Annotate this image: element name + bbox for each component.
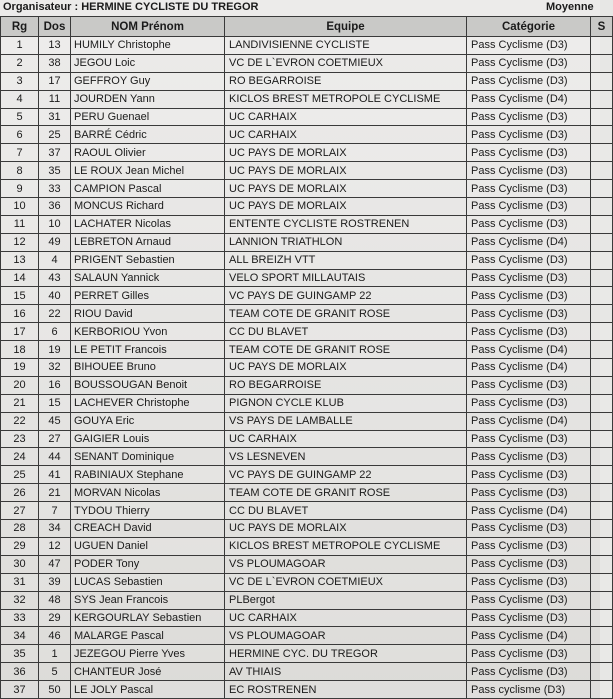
extra-cell xyxy=(591,108,613,126)
extra-cell xyxy=(591,269,613,287)
bib-cell: 40 xyxy=(39,287,71,305)
extra-cell xyxy=(591,90,613,108)
category-cell: Pass Cyclisme (D4) xyxy=(467,233,591,251)
category-cell: Pass Cyclisme (D3) xyxy=(467,251,591,269)
rank-cell: 14 xyxy=(1,269,39,287)
table-row xyxy=(1,305,613,323)
team-cell: UC PAYS DE MORLAIX xyxy=(225,520,467,538)
rank-cell: 18 xyxy=(1,341,39,359)
extra-cell xyxy=(591,341,613,359)
extra-cell xyxy=(591,72,613,90)
table-row xyxy=(1,484,613,502)
team-cell: HERMINE CYC. DU TREGOR xyxy=(225,645,467,663)
table-row xyxy=(1,573,613,591)
rank-cell: 6 xyxy=(1,126,39,144)
col-category-header: Catégorie xyxy=(467,17,591,37)
extra-cell xyxy=(591,144,613,162)
rank-cell: 1 xyxy=(1,37,39,55)
bib-cell: 7 xyxy=(39,502,71,520)
name-cell: SENANT Dominique xyxy=(71,448,225,466)
team-cell: UC CARHAIX xyxy=(225,108,467,126)
extra-cell xyxy=(591,520,613,538)
extra-cell xyxy=(591,448,613,466)
extra-cell xyxy=(591,609,613,627)
table-row xyxy=(1,537,613,555)
bib-cell: 1 xyxy=(39,645,71,663)
name-cell: MALARGE Pascal xyxy=(71,627,225,645)
name-cell: LE JOLY Pascal xyxy=(71,681,225,699)
table-row xyxy=(1,198,613,216)
rank-cell: 29 xyxy=(1,537,39,555)
name-cell: MORVAN Nicolas xyxy=(71,484,225,502)
bib-cell: 19 xyxy=(39,341,71,359)
category-cell: Pass Cyclisme (D4) xyxy=(467,90,591,108)
rank-cell: 5 xyxy=(1,108,39,126)
table-row xyxy=(1,341,613,359)
bib-cell: 6 xyxy=(39,323,71,341)
rank-cell: 10 xyxy=(1,198,39,216)
bib-cell: 34 xyxy=(39,520,71,538)
table-row xyxy=(1,645,613,663)
team-cell: VC PAYS DE GUINGAMP 22 xyxy=(225,287,467,305)
extra-cell xyxy=(591,430,613,448)
team-cell: VS PLOUMAGOAR xyxy=(225,627,467,645)
name-cell: LE ROUX Jean Michel xyxy=(71,162,225,180)
team-cell: UC PAYS DE MORLAIX xyxy=(225,162,467,180)
bib-cell: 35 xyxy=(39,162,71,180)
rank-cell: 15 xyxy=(1,287,39,305)
category-cell: Pass Cyclisme (D3) xyxy=(467,555,591,573)
rank-cell: 25 xyxy=(1,466,39,484)
team-cell: UC PAYS DE MORLAIX xyxy=(225,180,467,198)
extra-cell xyxy=(591,233,613,251)
bib-cell: 12 xyxy=(39,537,71,555)
rank-cell: 34 xyxy=(1,627,39,645)
sheet-header xyxy=(0,0,600,16)
team-cell: ENTENTE CYCLISTE ROSTRENEN xyxy=(225,215,467,233)
table-row xyxy=(1,627,613,645)
name-cell: LE PETIT Francois xyxy=(71,341,225,359)
name-cell: JEZEGOU Pierre Yves xyxy=(71,645,225,663)
table-row xyxy=(1,430,613,448)
category-cell: Pass Cyclisme (D4) xyxy=(467,627,591,645)
extra-cell xyxy=(591,359,613,377)
bib-cell: 15 xyxy=(39,394,71,412)
team-cell: UC PAYS DE MORLAIX xyxy=(225,198,467,216)
table-row xyxy=(1,287,613,305)
extra-cell xyxy=(591,394,613,412)
extra-cell xyxy=(591,251,613,269)
rank-cell: 4 xyxy=(1,90,39,108)
table-row xyxy=(1,376,613,394)
table-row xyxy=(1,126,613,144)
table-row xyxy=(1,359,613,377)
category-cell: Pass Cyclisme (D3) xyxy=(467,215,591,233)
category-cell: Pass Cyclisme (D3) xyxy=(467,520,591,538)
table-row xyxy=(1,269,613,287)
team-cell: CC DU BLAVET xyxy=(225,323,467,341)
bib-cell: 4 xyxy=(39,251,71,269)
extra-cell xyxy=(591,287,613,305)
name-cell: GEFFROY Guy xyxy=(71,72,225,90)
rank-cell: 16 xyxy=(1,305,39,323)
category-cell: Pass Cyclisme (D4) xyxy=(467,359,591,377)
category-cell: Pass Cyclisme (D4) xyxy=(467,502,591,520)
rank-cell: 20 xyxy=(1,376,39,394)
rank-cell: 3 xyxy=(1,72,39,90)
team-cell: VC DE L`EVRON COETMIEUX xyxy=(225,573,467,591)
name-cell: BIHOUEE Bruno xyxy=(71,359,225,377)
table-row xyxy=(1,412,613,430)
category-cell: Pass Cyclisme (D3) xyxy=(467,609,591,627)
name-cell: RABINIAUX Stephane xyxy=(71,466,225,484)
table-row xyxy=(1,90,613,108)
category-cell: Pass Cyclisme (D3) xyxy=(467,466,591,484)
name-cell: BARRÉ Cédric xyxy=(71,126,225,144)
name-cell: SYS Jean Francois xyxy=(71,591,225,609)
name-cell: CHANTEUR José xyxy=(71,663,225,681)
name-cell: PRIGENT Sebastien xyxy=(71,251,225,269)
category-cell: Pass Cyclisme (D3) xyxy=(467,72,591,90)
rank-cell: 13 xyxy=(1,251,39,269)
category-cell: Pass Cyclisme (D3) xyxy=(467,484,591,502)
team-cell: KICLOS BREST METROPOLE CYCLISME xyxy=(225,537,467,555)
bib-cell: 36 xyxy=(39,198,71,216)
bib-cell: 38 xyxy=(39,54,71,72)
extra-cell xyxy=(591,215,613,233)
extra-cell xyxy=(591,376,613,394)
table-row xyxy=(1,555,613,573)
category-cell: Pass Cyclisme (D3) xyxy=(467,573,591,591)
team-cell: LANDIVISIENNE CYCLISTE xyxy=(225,37,467,55)
table-row xyxy=(1,108,613,126)
results-table-header xyxy=(1,17,613,37)
table-row xyxy=(1,233,613,251)
bib-cell: 5 xyxy=(39,663,71,681)
table-row xyxy=(1,144,613,162)
category-cell: Pass Cyclisme (D3) xyxy=(467,663,591,681)
name-cell: PERRET Gilles xyxy=(71,287,225,305)
category-cell: Pass Cyclisme (D3) xyxy=(467,126,591,144)
extra-cell xyxy=(591,162,613,180)
table-row xyxy=(1,215,613,233)
name-cell: UGUEN Daniel xyxy=(71,537,225,555)
bib-cell: 50 xyxy=(39,681,71,699)
bib-cell: 41 xyxy=(39,466,71,484)
category-cell: Pass Cyclisme (D3) xyxy=(467,287,591,305)
organizer-title: Organisateur : HERMINE CYCLISTE DU TREGOR xyxy=(3,1,259,13)
extra-cell xyxy=(591,537,613,555)
name-cell: TYDOU Thierry xyxy=(71,502,225,520)
name-cell: LACHATER Nicolas xyxy=(71,215,225,233)
extra-cell xyxy=(591,663,613,681)
table-row xyxy=(1,520,613,538)
table-row xyxy=(1,37,613,55)
bib-cell: 46 xyxy=(39,627,71,645)
table-row xyxy=(1,180,613,198)
name-cell: RAOUL Olivier xyxy=(71,144,225,162)
rank-cell: 27 xyxy=(1,502,39,520)
rank-cell: 19 xyxy=(1,359,39,377)
table-row xyxy=(1,162,613,180)
team-cell: VS PLOUMAGOAR xyxy=(225,555,467,573)
bib-cell: 31 xyxy=(39,108,71,126)
extra-cell xyxy=(591,484,613,502)
team-cell: AV THIAIS xyxy=(225,663,467,681)
extra-cell xyxy=(591,37,613,55)
rank-cell: 17 xyxy=(1,323,39,341)
name-cell: JEGOU Loic xyxy=(71,54,225,72)
extra-cell xyxy=(591,502,613,520)
rank-cell: 12 xyxy=(1,233,39,251)
name-cell: RIOU David xyxy=(71,305,225,323)
rank-cell: 2 xyxy=(1,54,39,72)
table-row xyxy=(1,609,613,627)
extra-cell xyxy=(591,555,613,573)
rank-cell: 7 xyxy=(1,144,39,162)
category-cell: Pass Cyclisme (D3) xyxy=(467,269,591,287)
team-cell: VELO SPORT MILLAUTAIS xyxy=(225,269,467,287)
team-cell: VC DE L`EVRON COETMIEUX xyxy=(225,54,467,72)
team-cell: LANNION TRIATHLON xyxy=(225,233,467,251)
category-cell: Pass Cyclisme (D3) xyxy=(467,198,591,216)
category-cell: Pass cyclisme (D3) xyxy=(467,681,591,699)
table-row xyxy=(1,448,613,466)
category-cell: Pass Cyclisme (D3) xyxy=(467,448,591,466)
results-table-body xyxy=(1,37,613,699)
category-cell: Pass Cyclisme (D3) xyxy=(467,394,591,412)
extra-cell xyxy=(591,573,613,591)
rank-cell: 36 xyxy=(1,663,39,681)
team-cell: CC DU BLAVET xyxy=(225,502,467,520)
name-cell: GOUYA Eric xyxy=(71,412,225,430)
bib-cell: 45 xyxy=(39,412,71,430)
rank-cell: 21 xyxy=(1,394,39,412)
extra-cell xyxy=(591,305,613,323)
name-cell: PODER Tony xyxy=(71,555,225,573)
category-cell: Pass Cyclisme (D3) xyxy=(467,305,591,323)
rank-cell: 22 xyxy=(1,412,39,430)
team-cell: EC ROSTRENEN xyxy=(225,681,467,699)
team-cell: UC CARHAIX xyxy=(225,126,467,144)
team-cell: TEAM COTE DE GRANIT ROSE xyxy=(225,305,467,323)
name-cell: LACHEVER Christophe xyxy=(71,394,225,412)
name-cell: PERU Guenael xyxy=(71,108,225,126)
team-cell: RO BEGARROISE xyxy=(225,72,467,90)
bib-cell: 11 xyxy=(39,90,71,108)
name-cell: CAMPION Pascal xyxy=(71,180,225,198)
rank-cell: 24 xyxy=(1,448,39,466)
extra-cell xyxy=(591,466,613,484)
col-rank-header: Rg xyxy=(1,17,39,37)
bib-cell: 13 xyxy=(39,37,71,55)
extra-cell xyxy=(591,681,613,699)
name-cell: KERBORIOU Yvon xyxy=(71,323,225,341)
category-cell: Pass Cyclisme (D3) xyxy=(467,537,591,555)
team-cell: UC PAYS DE MORLAIX xyxy=(225,359,467,377)
name-cell: GAIGIER Louis xyxy=(71,430,225,448)
team-cell: PLBergot xyxy=(225,591,467,609)
bib-cell: 21 xyxy=(39,484,71,502)
bib-cell: 10 xyxy=(39,215,71,233)
table-row xyxy=(1,251,613,269)
bib-cell: 25 xyxy=(39,126,71,144)
bib-cell: 22 xyxy=(39,305,71,323)
rank-cell: 11 xyxy=(1,215,39,233)
category-cell: Pass Cyclisme (D3) xyxy=(467,108,591,126)
rank-cell: 30 xyxy=(1,555,39,573)
rank-cell: 8 xyxy=(1,162,39,180)
team-cell: ALL BREIZH VTT xyxy=(225,251,467,269)
average-label: Moyenne xyxy=(546,1,594,13)
category-cell: Pass Cyclisme (D3) xyxy=(467,180,591,198)
name-cell: LUCAS Sebastien xyxy=(71,573,225,591)
table-row xyxy=(1,591,613,609)
rank-cell: 35 xyxy=(1,645,39,663)
bib-cell: 44 xyxy=(39,448,71,466)
bib-cell: 37 xyxy=(39,144,71,162)
bib-cell: 29 xyxy=(39,609,71,627)
category-cell: Pass Cyclisme (D3) xyxy=(467,645,591,663)
col-extra-header: S xyxy=(591,17,613,37)
category-cell: Pass Cyclisme (D4) xyxy=(467,341,591,359)
rank-cell: 26 xyxy=(1,484,39,502)
extra-cell xyxy=(591,180,613,198)
bib-cell: 48 xyxy=(39,591,71,609)
rank-cell: 9 xyxy=(1,180,39,198)
table-row xyxy=(1,663,613,681)
col-team-header: Equipe xyxy=(225,17,467,37)
category-cell: Pass Cyclisme (D3) xyxy=(467,54,591,72)
rank-cell: 37 xyxy=(1,681,39,699)
col-name-header: NOM Prénom xyxy=(71,17,225,37)
name-cell: SALAUN Yannick xyxy=(71,269,225,287)
team-cell: UC PAYS DE MORLAIX xyxy=(225,144,467,162)
team-cell: VC PAYS DE GUINGAMP 22 xyxy=(225,466,467,484)
bib-cell: 27 xyxy=(39,430,71,448)
name-cell: LEBRETON Arnaud xyxy=(71,233,225,251)
table-row xyxy=(1,54,613,72)
bib-cell: 17 xyxy=(39,72,71,90)
category-cell: Pass Cyclisme (D3) xyxy=(467,591,591,609)
table-row xyxy=(1,394,613,412)
table-row xyxy=(1,681,613,699)
category-cell: Pass Cyclisme (D3) xyxy=(467,144,591,162)
rank-cell: 32 xyxy=(1,591,39,609)
team-cell: KICLOS BREST METROPOLE CYCLISME xyxy=(225,90,467,108)
extra-cell xyxy=(591,54,613,72)
bib-cell: 49 xyxy=(39,233,71,251)
rank-cell: 23 xyxy=(1,430,39,448)
extra-cell xyxy=(591,645,613,663)
name-cell: MONCUS Richard xyxy=(71,198,225,216)
team-cell: PIGNON CYCLE KLUB xyxy=(225,394,467,412)
col-bib-header: Dos xyxy=(39,17,71,37)
team-cell: VS LESNEVEN xyxy=(225,448,467,466)
results-table xyxy=(0,16,613,699)
rank-cell: 31 xyxy=(1,573,39,591)
extra-cell xyxy=(591,412,613,430)
extra-cell xyxy=(591,323,613,341)
rank-cell: 28 xyxy=(1,520,39,538)
category-cell: Pass Cyclisme (D3) xyxy=(467,162,591,180)
name-cell: KERGOURLAY Sebastien xyxy=(71,609,225,627)
name-cell: CREACH David xyxy=(71,520,225,538)
extra-cell xyxy=(591,126,613,144)
category-cell: Pass Cyclisme (D3) xyxy=(467,323,591,341)
category-cell: Pass Cyclisme (D3) xyxy=(467,37,591,55)
bib-cell: 47 xyxy=(39,555,71,573)
team-cell: UC CARHAIX xyxy=(225,430,467,448)
team-cell: RO BEGARROISE xyxy=(225,376,467,394)
extra-cell xyxy=(591,198,613,216)
category-cell: Pass Cyclisme (D3) xyxy=(467,376,591,394)
bib-cell: 32 xyxy=(39,359,71,377)
extra-cell xyxy=(591,591,613,609)
table-row xyxy=(1,502,613,520)
team-cell: TEAM COTE DE GRANIT ROSE xyxy=(225,484,467,502)
category-cell: Pass Cyclisme (D3) xyxy=(467,430,591,448)
table-row xyxy=(1,72,613,90)
team-cell: VS PAYS DE LAMBALLE xyxy=(225,412,467,430)
table-row xyxy=(1,466,613,484)
name-cell: BOUSSOUGAN Benoit xyxy=(71,376,225,394)
bib-cell: 33 xyxy=(39,180,71,198)
rank-cell: 33 xyxy=(1,609,39,627)
team-cell: TEAM COTE DE GRANIT ROSE xyxy=(225,341,467,359)
bib-cell: 16 xyxy=(39,376,71,394)
name-cell: JOURDEN Yann xyxy=(71,90,225,108)
name-cell: HUMILY Christophe xyxy=(71,37,225,55)
bib-cell: 43 xyxy=(39,269,71,287)
table-row xyxy=(1,323,613,341)
extra-cell xyxy=(591,627,613,645)
category-cell: Pass Cyclisme (D4) xyxy=(467,412,591,430)
team-cell: UC CARHAIX xyxy=(225,609,467,627)
bib-cell: 39 xyxy=(39,573,71,591)
